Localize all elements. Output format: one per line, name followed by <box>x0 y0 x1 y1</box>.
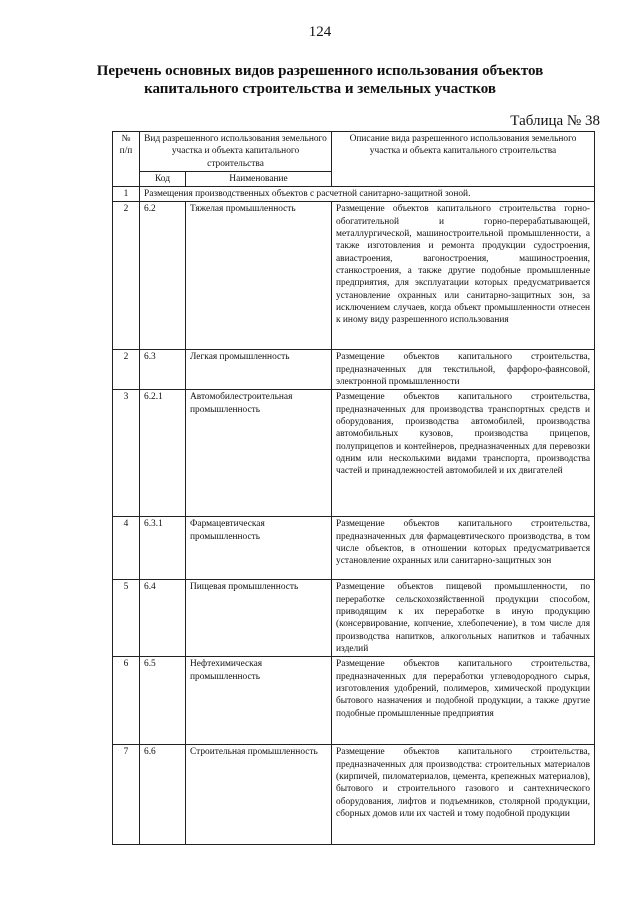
row-description: Размещение объектов капитального строительства горно-обогатительной и горно-перерабатывающей, металлургической, машиностроительной промышленности, а также изготовления и ремонта продукции судостроения, авиастроения, вагоностроения, машиностроения, станкостроения, а также другие подобные промышленные предприятия, для эксплуатации которых предусматривается установление охранных или санитарно-защитных зон, за исключением случаев, когда объект промышленности отнесен к иному виду разрешенного использования <box>332 202 595 350</box>
row-description: Размещение объектов капитального строительства, предназначенных для переработки углеводородного сырья, изготовления удобрений, полимеров, химической продукции бытового назначения и подобной продукции, а также другие подобные промышленные предприятия <box>332 657 595 745</box>
row-name: Тяжелая промышленность <box>186 202 332 350</box>
title-line-1: Перечень основных видов разрешенного использования объектов <box>96 63 544 79</box>
header-description: Описание вида разрешенного использования земельного участка и объекта капитального строительства <box>332 132 595 187</box>
row-code: 6.6 <box>140 745 186 845</box>
row-number: 7 <box>113 745 140 845</box>
row-code: 6.5 <box>140 657 186 745</box>
row-description: Размещение объектов капитального строительства, предназначенных для текстильной, фарфоро-фаянсовой, электронной промышленности <box>332 350 595 390</box>
table-row <box>113 580 595 657</box>
row-code: 6.2 <box>140 202 186 350</box>
table-row <box>113 390 595 517</box>
table-row <box>113 745 595 845</box>
row-code: 6.3.1 <box>140 517 186 580</box>
row-code: 6.4 <box>140 580 186 657</box>
row-name: Легкая промышленность <box>186 350 332 390</box>
row-description: Размещение объектов капитального строительства, предназначенных для производства транспортных средств и оборудования, производства автомобилей, производства автомобильных кузовов, производства прицепов, полуприцепов и контейнеров, предназначенных для перевозки одним или несколькими видами транспорта, производства частей и принадлежностей автомобилей и их двигателей <box>332 390 595 517</box>
row-number: 6 <box>113 657 140 745</box>
land-use-table <box>112 131 595 845</box>
row-code: 6.3 <box>140 350 186 390</box>
row-number: 5 <box>113 580 140 657</box>
row-description: Размещение объектов пищевой промышленности, по переработке сельскохозяйственной продукции способом, приводящим к их переработке в иную продукцию (консервирование, копчение, хлебопечение), в том числе для производства напитков, алкогольных напитков и табачных изделий <box>332 580 595 657</box>
table-row-span <box>113 187 595 202</box>
row-description: Размещение объектов капитального строительства, предназначенных для фармацевтического производства, в том числе объектов, в отношении которых предусматривается установление охранных или санитарно-защитных зон <box>332 517 595 580</box>
table-header-row <box>113 132 595 172</box>
table-row <box>113 657 595 745</box>
header-name: Наименование <box>186 171 332 186</box>
header-use-type: Вид разрешенного использования земельного участка и объекта капитального строительства <box>140 132 332 172</box>
row-number: 2 <box>113 202 140 350</box>
row-number: 4 <box>113 517 140 580</box>
row-number: 2 <box>113 350 140 390</box>
page-number: 124 <box>308 24 332 40</box>
table-row <box>113 202 595 350</box>
table-row <box>113 350 595 390</box>
table-row <box>113 517 595 580</box>
row-name: Строительная промышленность <box>186 745 332 845</box>
row-number: 3 <box>113 390 140 517</box>
page-title <box>60 62 580 98</box>
header-number: № п/п <box>113 132 140 187</box>
row-name: Пищевая промышленность <box>186 580 332 657</box>
row-description: Размещение объектов капитального строительства, предназначенных для производства: строительных материалов (кирпичей, пиломатериалов, цемента, крепежных материалов), бытового и строительного газового и сантехнического оборудования, лифтов и подъемников, столярной продукции, сборных домов или их частей и тому подобной продукции <box>332 745 595 845</box>
row-name: Автомобилестроительная промышленность <box>186 390 332 517</box>
row-code: 6.2.1 <box>140 390 186 517</box>
row-span-text: Размещения производственных объектов с расчетной санитарно-защитной зоной. <box>140 187 595 202</box>
header-code: Код <box>140 171 186 186</box>
title-line-2: капитального строительства и земельных участков <box>144 81 496 97</box>
table-caption: Таблица № 38 <box>510 113 600 129</box>
row-name: Нефтехимическая промышленность <box>186 657 332 745</box>
row-number: 1 <box>113 187 140 202</box>
row-name: Фармацевтическая промышленность <box>186 517 332 580</box>
